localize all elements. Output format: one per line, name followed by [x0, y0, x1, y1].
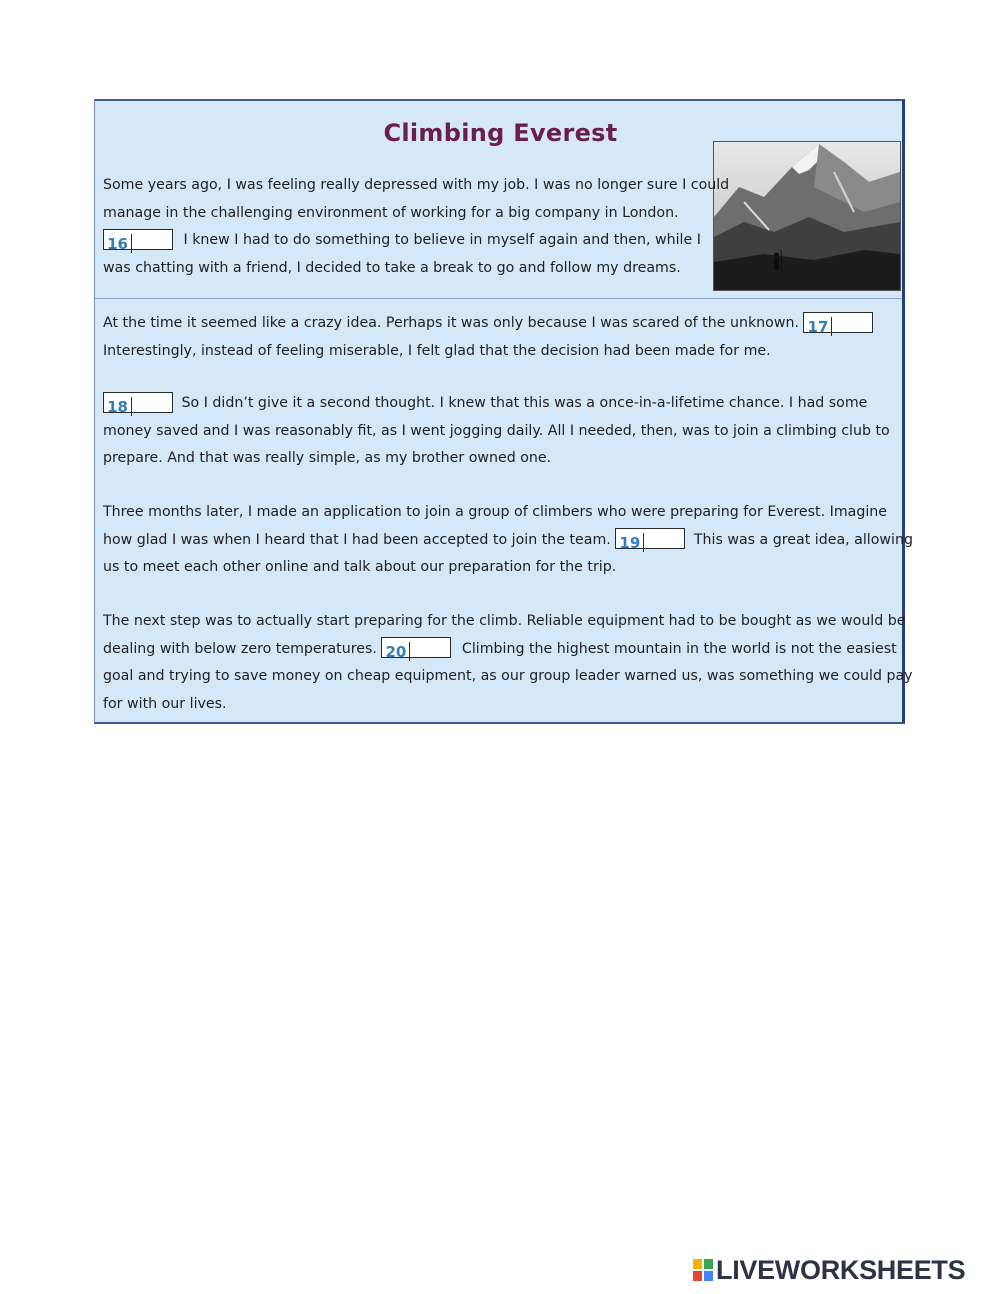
gap-20-number: 20	[382, 642, 410, 661]
gap-20[interactable]	[381, 637, 451, 661]
paragraph-1-line-1: Some years ago, I was feeling really depressed with my job. I was no longer sure I could	[103, 177, 730, 193]
paragraph-2-line-1: At the time it seemed like a crazy idea. Perhaps it was only because I was scared of the unknown.	[103, 315, 799, 331]
paragraph-1	[103, 172, 729, 282]
paragraph-3-line-3: prepare. And that was really simple, as my brother owned one.	[103, 450, 552, 466]
paragraph-4-line-1: Three months later, I made an application to join a group of climbers who were preparing for Everest. Imagine	[103, 504, 887, 520]
paragraph-1-line-3: I knew I had to do something to believe in myself again and then, while I	[183, 232, 701, 248]
paragraph-1-line-2: manage in the challenging environment of working for a big company in London.	[103, 204, 679, 221]
paragraph-5	[103, 608, 913, 718]
reading-panel	[94, 99, 913, 724]
gap-16[interactable]	[103, 229, 173, 253]
gap-17-number: 17	[804, 317, 832, 336]
paragraph-4-line-3: us to meet each other online and talk about our preparation for the trip.	[103, 559, 617, 575]
paragraph-5-line-2-before: dealing with below zero temperatures.	[103, 640, 377, 657]
liveworksheets-logo	[693, 1256, 965, 1284]
paragraph-4-line-2-after: This was a great idea, allowing	[693, 531, 913, 548]
gap-16-answer-box[interactable]	[132, 230, 172, 249]
gap-19-answer-box[interactable]	[644, 529, 684, 548]
gap-19-number: 19	[616, 533, 644, 552]
gap-17[interactable]	[803, 312, 873, 336]
paragraph-1-line-4: was chatting with a friend, I decided to take a break to go and follow my dreams.	[103, 259, 681, 276]
gap-18[interactable]	[103, 392, 173, 416]
paragraph-5-line-4: for with our lives.	[103, 695, 227, 712]
paragraph-5-line-2-after: Climbing the highest mountain in the world is not the easiest	[461, 640, 897, 657]
liveworksheets-logo-text: LIVEWORKSHEETS	[716, 1255, 966, 1285]
gap-18-number: 18	[104, 397, 132, 416]
paragraph-3-line-1: So I didn’t give it a second thought. I knew that this was a once-in-a-lifetime chance. I had some	[181, 395, 868, 411]
paragraph-2-line-2: Interestingly, instead of feeling miserable, I felt glad that the decision had been made for me.	[103, 342, 771, 359]
paragraph-3-line-2: money saved and I was reasonably fit, as I went jogging daily. All I needed, then, was to join a climbing club to	[103, 422, 890, 439]
paragraph-4	[103, 499, 913, 582]
gap-20-answer-box[interactable]	[410, 638, 450, 657]
paragraph-2	[103, 310, 873, 365]
gap-18-answer-box[interactable]	[132, 393, 172, 412]
paragraph-4-line-2-before: how glad I was when I heard that I had been accepted to join the team.	[103, 531, 611, 548]
mountain-photo	[713, 141, 901, 291]
liveworksheets-logo-icon	[693, 1259, 713, 1281]
paragraph-5-line-1: The next step was to actually start preparing for the climb. Reliable equipment had to be bought as we would be	[103, 613, 906, 629]
paragraph-5-line-3: goal and trying to save money on cheap equipment, as our group leader warned us, was something we could pay	[103, 668, 913, 684]
section-divider	[95, 298, 902, 299]
gap-16-number: 16	[104, 234, 132, 253]
paragraph-3	[103, 390, 890, 473]
gap-17-answer-box[interactable]	[832, 313, 872, 332]
gap-19[interactable]	[615, 528, 685, 552]
page-title: Climbing Everest	[383, 119, 618, 147]
